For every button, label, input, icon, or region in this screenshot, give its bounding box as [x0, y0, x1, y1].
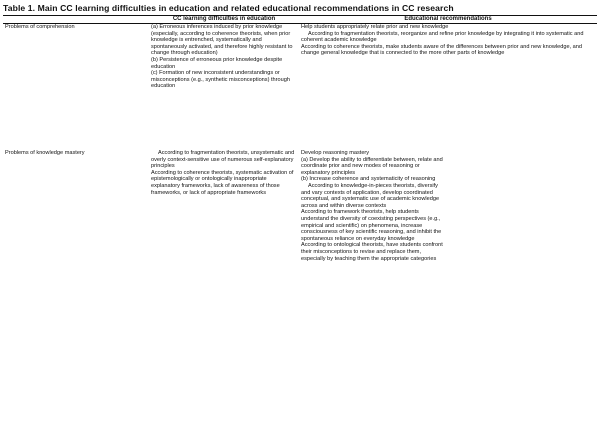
- recommendation-item: Develop reasoning mastery: [301, 150, 370, 156]
- difficulties-cell: [149, 24, 299, 151]
- recommendation-item: According to ontological theorists, have students confront their misconceptions to revise and replace them, especially by teaching them the appropriate categories: [301, 242, 443, 262]
- difficulty-item: (b) Persistence of erroneous prior knowledge despite education: [151, 56, 283, 70]
- header-recommendations: Educational recommendations: [299, 16, 597, 24]
- table-header-row: [3, 16, 597, 24]
- recommendation-item: According to coherence theorists, make students aware of the differences between prior and new knowledge, and change general knowledge that is connected to the more other parts of knowledge: [301, 43, 582, 57]
- row-category: Problems of comprehension: [5, 24, 75, 30]
- difficulties-cell: [149, 150, 299, 262]
- recommendation-item: (a) Develop the ability to differentiate between, relate and coordinate prior and new modes of reasoning or explanatory principles: [301, 156, 443, 176]
- header-category: [3, 16, 149, 24]
- table-row: [3, 150, 597, 262]
- recommendations-table: [3, 15, 597, 262]
- recommendation-item: According to fragmentation theorists, reorganize and refine prior knowledge by integrating it into systematic and coherent academic knowledge: [301, 30, 584, 44]
- recommendation-item: (b) Increase coherence and systematicity of reasoning: [301, 176, 436, 183]
- difficulty-item: (a) Erroneous inferences induced by prior knowledge (especially, according to coherence theorists, when prior knowledge is entrenched, systematically and spontaneously activated, and therefore highly resistant to change through education): [151, 24, 293, 57]
- row-category: Problems of knowledge mastery: [5, 150, 85, 156]
- recommendation-item: Help students appropriately relate prior and new knowledge: [301, 24, 449, 30]
- table-row: [3, 24, 597, 151]
- difficulty-item: (c) Formation of new inconsistent understandings or misconceptions (e.g., synthetic misconceptions) through education: [151, 70, 290, 90]
- difficulty-item: According to coherence theorists, systematic activation of epistemologically or ontologically inappropriate explanatory frameworks, lack of awareness of those frameworks, or lack of appropriate frameworks: [151, 169, 294, 196]
- recommendations-cell: [299, 24, 597, 151]
- table-caption: Table 1. Main CC learning difficulties in education and related educational recommendations in CC research: [3, 3, 454, 13]
- difficulty-item: According to fragmentation theorists, unsystematic and overly context-sensitive use of numerous self-explanatory principles: [151, 150, 295, 170]
- header-difficulties: CC learning difficulties in education: [149, 16, 299, 24]
- recommendation-item: According to framework theorists, help students understand the diversity of coexisting perspectives (e.g., empirical and scientific) on phenomena, increase consciousness of key scientific reasoning, and inhibit the spontaneous reliance on everyday knowledge: [301, 209, 442, 242]
- recommendation-item: According to knowledge-in-pieces theorists, diversify and vary contexts of application, develop coordinated conceptual, and systematic use of academic knowledge across and within diverse contexts: [301, 182, 440, 209]
- recommendations-cell: [299, 150, 597, 262]
